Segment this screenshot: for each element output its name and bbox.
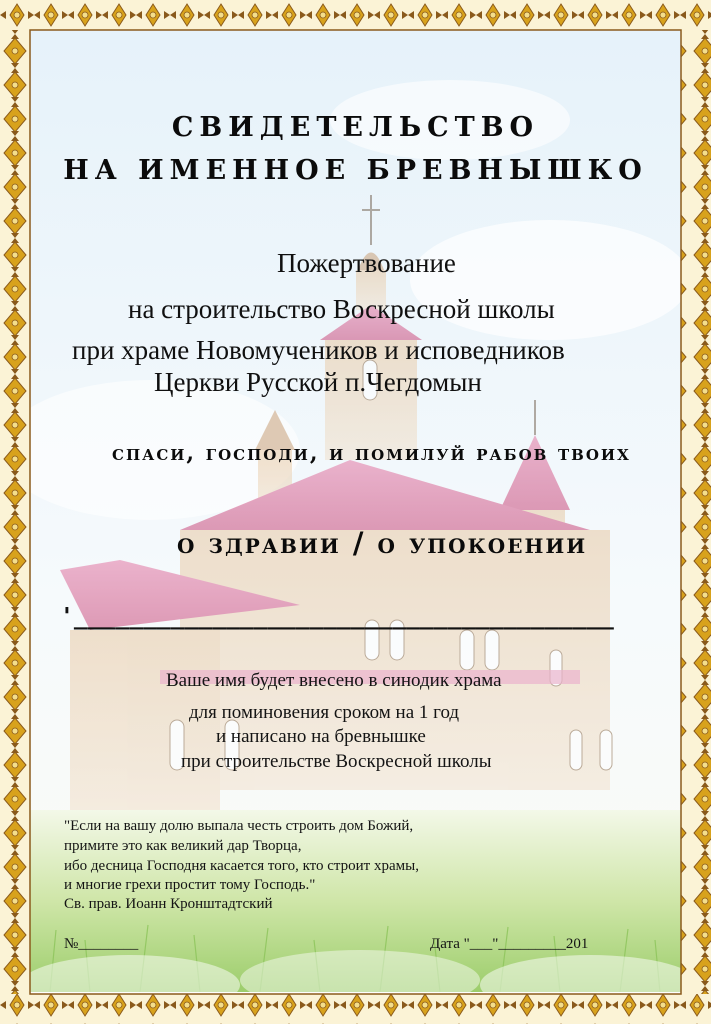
certificate-title-line2: НА ИМЕННОЕ БРЕВНЫШКО bbox=[63, 155, 648, 186]
info-construction: при строительстве Воскресной школы bbox=[181, 751, 492, 772]
quote-line3: ибо десница Господня касается того, кто строит храмы, bbox=[64, 858, 419, 874]
health-repose-choice: о здравии / о упокоении bbox=[177, 526, 588, 560]
quote-line2: примите это как великий дар Творца, bbox=[64, 838, 302, 854]
quote-author: Св. прав. Иоанн Кронштадтский bbox=[64, 896, 273, 912]
quote-line1: "Если на вашу долю выпала честь строить дом Божий, bbox=[64, 818, 414, 834]
donation-temple: при храме Новомучеников и исповедников bbox=[72, 335, 565, 365]
info-duration: для поминовения сроком на 1 год bbox=[189, 702, 460, 723]
certificate-date-field: Дата "___"_________201 bbox=[430, 936, 589, 952]
certificate-title-line1: СВИДЕТЕЛЬСТВО bbox=[171, 112, 540, 143]
name-entry-line: '_______________________________________ bbox=[60, 604, 614, 630]
prayer-text: спаси, господи, и помилуй рабов твоих bbox=[112, 440, 631, 466]
donation-purpose: на строительство Воскресной школы bbox=[128, 294, 555, 324]
info-synodik: Ваше имя будет внесено в синодик храма bbox=[166, 670, 502, 691]
quote-line4: и многие грехи простит тому Господь." bbox=[64, 877, 316, 893]
info-log: и написано на бревнышке bbox=[216, 726, 426, 747]
donation-heading: Пожертвование bbox=[277, 248, 456, 278]
certificate-number-field: №________ bbox=[64, 936, 139, 952]
donation-location: Церкви Русской п.Чегдомын bbox=[154, 367, 482, 397]
